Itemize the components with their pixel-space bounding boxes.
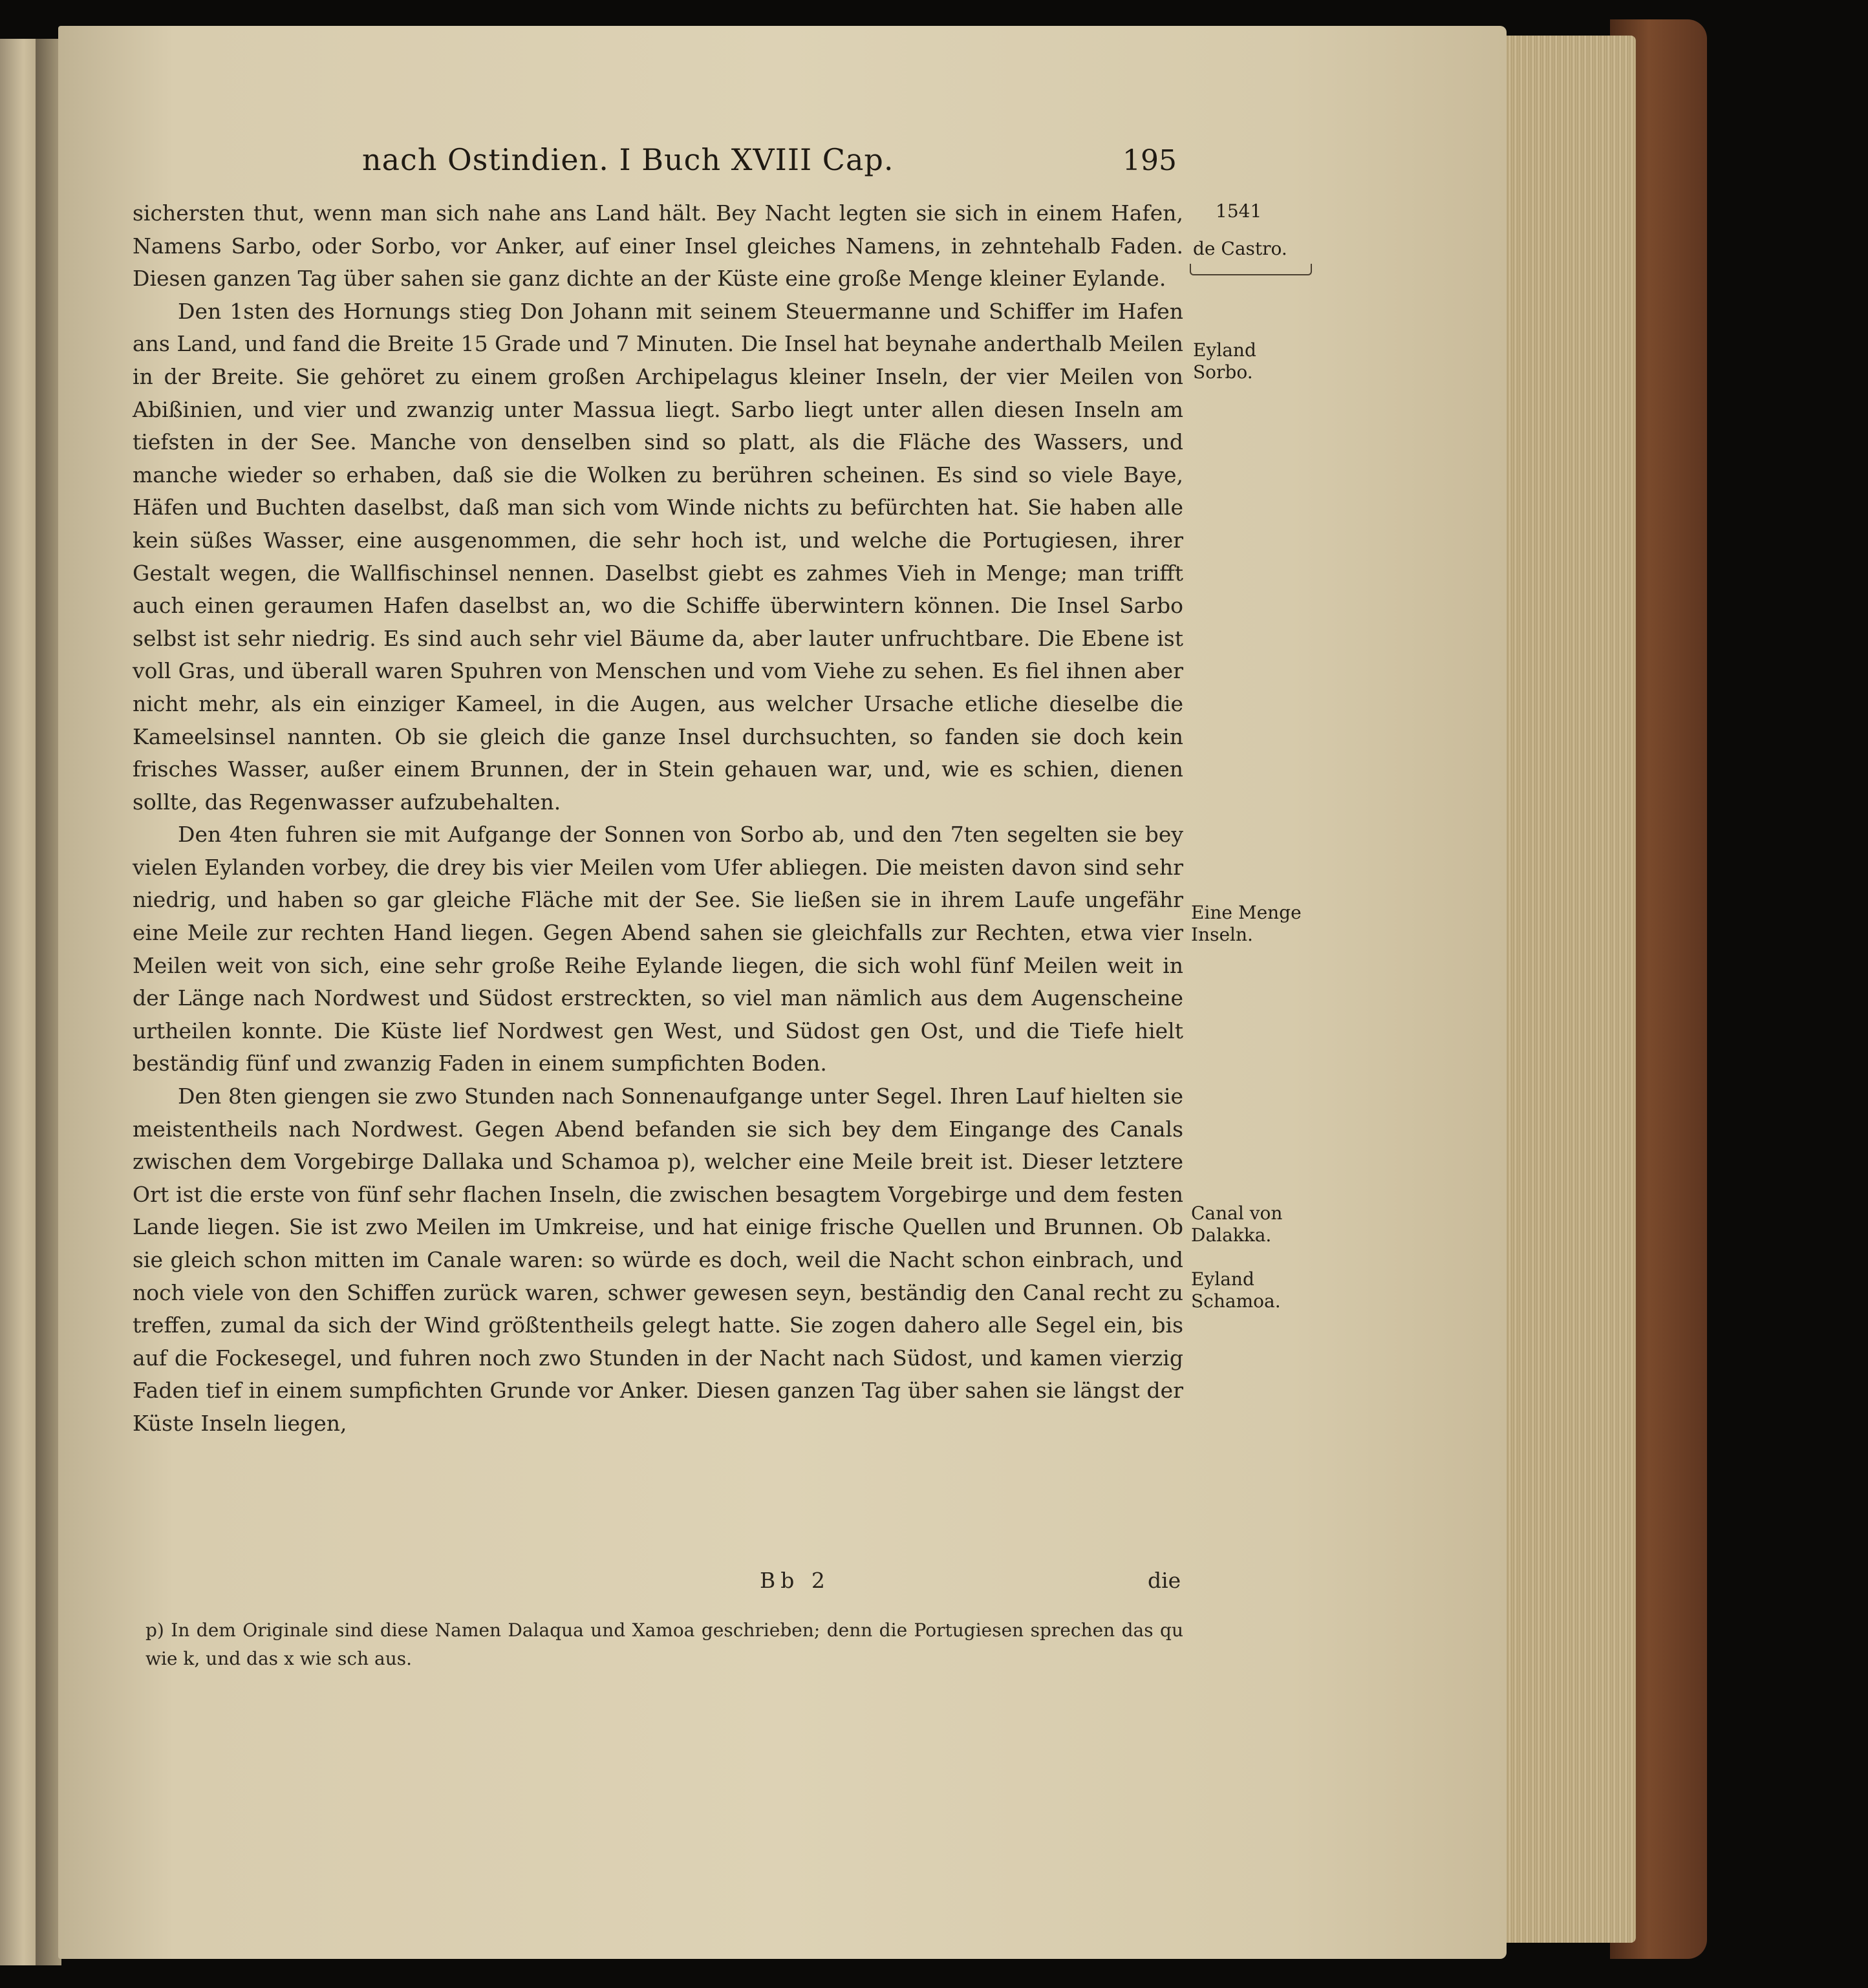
page-edges xyxy=(1500,36,1636,1943)
margin-note-sorbo: Eyland Sorbo. xyxy=(1193,339,1256,383)
margin-note-schamoa: Eyland Schamoa. xyxy=(1191,1268,1281,1312)
book-gutter xyxy=(36,39,61,1965)
page-number: 195 xyxy=(1122,144,1177,177)
paragraph-3: Den 4ten fuhren sie mit Aufgange der Sonnen von Sorbo ab, und den 7ten segelten sie bey vielen Eylanden vorbey, die drey bis vier Meilen vom Ufer abliegen. Die meisten davon sind sehr niedrig, und haben so gar gleiche Fläche mit der See. Sie ließen sie in ihrem Laufe ungefähr eine Meile zur rechten Hand liegen. Gegen Abend sahen sie gleichfalls zur Rechten, etwa vier Meilen weit von sich, eine sehr große Reihe Eylande liegen, die sich wohl fünf Meilen weit in der Länge nach Nordwest und Südost erstreckten, so viel man nämlich aus dem Augenscheine urtheilen konnte. Die Küste lief Nordwest gen West, und Südost gen Ost, und die Tiefe hielt beständig fünf und zwanzig Faden in einem sumpfichten Boden. xyxy=(133,822,1183,1076)
margin-note-inseln: Eine Menge Inseln. xyxy=(1191,902,1302,945)
left-page-edge xyxy=(0,39,39,1965)
paragraph-2: Den 1sten des Hornungs stieg Don Johann mit seinem Steuermanne und Schiffer im Hafen ans Land, und fand die Breite 15 Grade und 7 Minuten. Die Insel hat beynahe anderthalb Meilen in der Breite. Sie gehöret zu einem großen Archipelagus kleiner Inseln, der vier Meilen von Abißinien, und vier und zwanzig unter Massua liegt. Sarbo liegt unter allen diesen Inseln am tiefsten in der See. Manche von denselben sind so platt, als die Fläche des Wassers, und manche wieder so erhaben, daß sie die Wolken zu berühren scheinen. Es sind so viele Baye, Häfen und Buchten daselbst, daß man sich vom Winde nichts zu befürchten hat. Sie haben alle kein süßes Wasser, eine ausgenommen, die sehr hoch ist, und welche die Portugiesen, ihrer Gestalt wegen, die Wallfischinsel nennen. Daselbst giebt es zahmes Vieh in Menge; man trifft auch einen geraumen Hafen daselbst an, wo die Schiffe überwintern können. Die Insel Sarbo selbst ist sehr niedrig. Es sind auch sehr viel Bäume da, aber lauter unfruchtbare. Die Ebene ist voll Gras, und überall waren Spuhren von Menschen und vom Viehe zu sehen. Es fiel ihnen aber nicht mehr, als ein einziger Kameel, in die Augen, aus welcher Ursache etliche dieselbe die Kameelsinsel nannten. Ob sie gleich die ganze Insel durchsuchten, so fanden sie doch kein frisches Wasser, außer einem Brunnen, der in Stein gehauen war, und, wie es schien, dienen sollte, das Regenwasser aufzubehalten. xyxy=(133,298,1183,815)
margin-bracket xyxy=(1190,264,1312,275)
margin-year: 1541 xyxy=(1216,200,1262,222)
paragraph-4: Den 8ten giengen sie zwo Stunden nach Sonnenaufgange unter Segel. Ihren Lauf hielten sie meistentheils nach Nordwest. Gegen Abend befanden sie sich bey dem Eingange des Canals zwischen dem Vorgebirge Dallaka und Schamoa p), welcher eine Meile breit ist. Dieser letztere Ort ist die erste von fünf sehr flachen Inseln, die zwischen besagtem Vorgebirge und dem festen Lande liegen. Sie ist zwo Meilen im Umkreise, und hat einige frische Quellen und Brunnen. Ob sie gleich schon mitten im Canale waren: so würde es doch, weil die Nacht schon einbrach, und noch viele von den Schiffen zurück waren, schwer gewesen seyn, beständig den Canal recht zu treffen, zumal da sich der Wind größtentheils gelegt hatte. Sie zogen dahero alle Segel ein, bis auf die Fockesegel, und fuhren noch zwo Stunden in der Nacht nach Südost, und kamen vierzig Faden tief in einem sumpfichten Grunde vor Anker. Diesen ganzen Tag über sahen sie längst der Küste Inseln liegen, xyxy=(133,1084,1183,1436)
margin-person: de Castro. xyxy=(1193,238,1287,259)
main-text xyxy=(133,197,1183,1440)
footnote: p) In dem Originale sind diese Namen Dalaqua und Xamoa geschrieben; denn die Portugiesen sprechen das qu wie k, und das x wie sch aus. xyxy=(145,1619,1183,1669)
running-title: nach Ostindien. I Buch XVIII Cap. xyxy=(362,142,894,177)
catchword: die xyxy=(1148,1568,1181,1593)
paragraph-1: sichersten thut, wenn man sich nahe ans Land hält. Bey Nacht legten sie sich in einem Hafen, Namens Sarbo, oder Sorbo, vor Anker, auf einer Insel gleiches Namens, in zehntehalb Faden. Diesen ganzen Tag über sahen sie ganz dichte an der Küste eine große Menge kleiner Eylande. xyxy=(133,200,1183,292)
margin-note-canal: Canal von Dalakka. xyxy=(1191,1202,1283,1246)
running-head xyxy=(362,142,1177,177)
signature-mark: Bb 2 xyxy=(760,1568,830,1593)
